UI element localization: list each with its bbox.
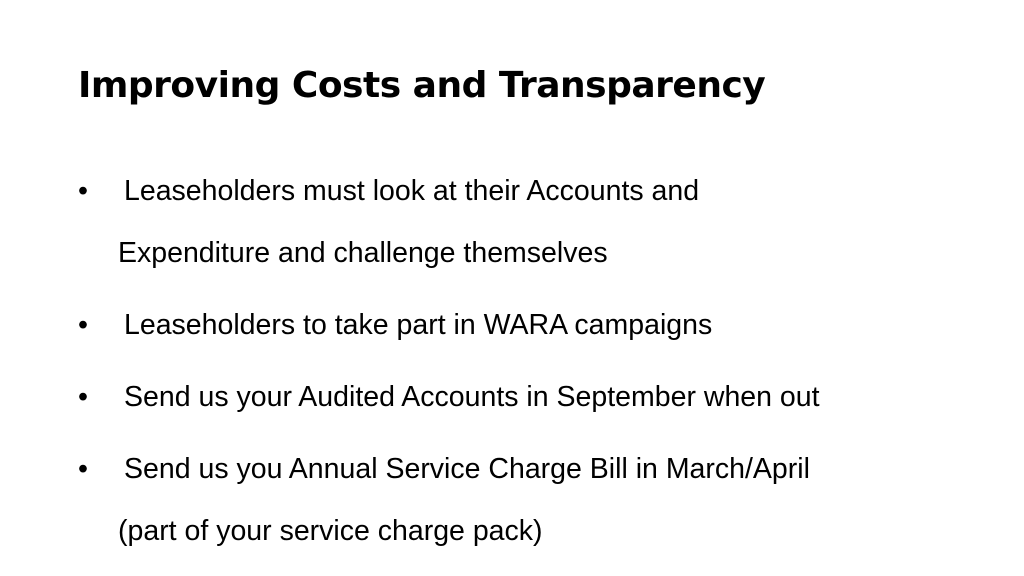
bullet-item-wara-campaigns	[78, 294, 978, 356]
bullet-text: Leaseholders must look at their Accounts and	[124, 175, 700, 207]
bullet-text: Send us your Audited Accounts in September when out	[124, 381, 820, 413]
slide-title: Improving Costs and Transparency	[78, 65, 766, 106]
bullet-item-audited-accounts	[78, 366, 978, 428]
bullet-text: Send us you Annual Service Charge Bill in March/April	[124, 453, 810, 485]
bullet-icon: •	[78, 453, 88, 485]
bullet-list	[78, 160, 978, 572]
bullet-icon: •	[78, 175, 88, 207]
bullet-item-service-charge-bill	[78, 438, 978, 562]
bullet-icon: •	[78, 381, 88, 413]
bullet-text-continuation: (part of your service charge pack)	[118, 515, 543, 547]
bullet-icon: •	[78, 309, 88, 341]
bullet-item-look-at-accounts	[78, 160, 978, 284]
bullet-text-continuation: Expenditure and challenge themselves	[118, 237, 608, 269]
bullet-text: Leaseholders to take part in WARA campaigns	[124, 309, 713, 341]
